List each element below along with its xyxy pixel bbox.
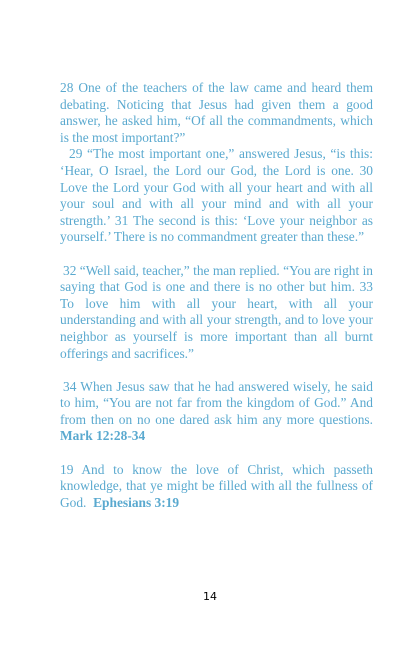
passage-ephesians-3-19-text: 19 And to know the love of Christ, which passeth knowledge, that ye might be filled with all the fullness of God.	[60, 461, 373, 510]
scripture-reference-mark: Mark 12:28-34	[60, 428, 146, 444]
passage-mark-12-29: 29 “The most important one,” answered Jesus, “is this: ‘Hear, O Israel, the Lord our God, the Lord is one. 30 Love the Lord your God with all your heart and with all your soul and with all your mind and with all your strength.’ 31 The second is this: ‘Love your neighbor as yourself.’ There is no commandment greater than these.”	[60, 146, 373, 245]
passage-ephesians-3-19	[60, 462, 373, 512]
page-number: 14	[203, 590, 217, 603]
scripture-reference-ephesians: Ephesians 3:19	[93, 494, 180, 510]
passage-mark-12-34	[60, 379, 373, 445]
passage-mark-12-28: 28 One of the teachers of the law came and heard them debating. Noticing that Jesus had given them a good answer, he asked him, “Of all the commandments, which is the most important?”	[60, 80, 373, 145]
passage-mark-12-32: 32 “Well said, teacher,” the man replied. “You are right in saying that God is one and there is no other but him. 33 To love him with all your heart, with all your understanding and with all your strength, and to love your neighbor as yourself is more important than all burnt offerings and sacrifices.”	[60, 262, 373, 361]
page-body	[60, 80, 373, 511]
passage-mark-12-34-text: 34 When Jesus saw that he had answered wisely, he said to him, “You are not far from the kingdom of God.” And from then on no one dared ask him any more questions.	[60, 378, 373, 427]
